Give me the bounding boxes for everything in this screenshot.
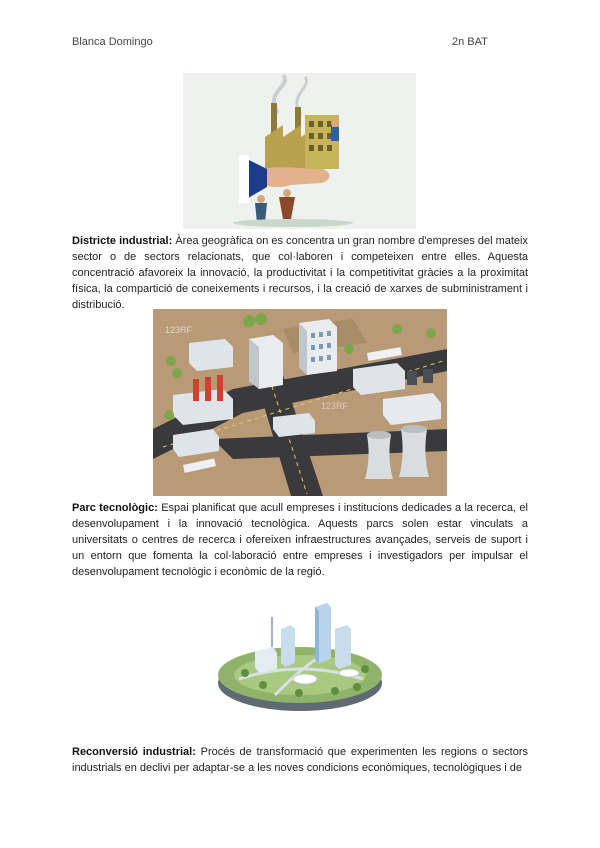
watermark-text: 123RF <box>165 325 193 335</box>
section-districte-industrial <box>72 233 528 313</box>
definition-parc-tecnologic: Espai planificat que acull empreses i institucions dedicades a la recerca, el desenvolupament i la innovació tecnològica. Aquests parcs solen estar vinculats a universitats o centres de recerca i ofereixen infraestructures avançades, serveis de suport i un entorn que fomenta la col·laboració entre empreses i investigadors per impulsar el desenvolupament tecnològic i econòmic de la regió. <box>72 502 528 578</box>
factory-hand-illustration <box>183 73 416 229</box>
definition-reconversio-industrial: Procés de transformació que experimenten les regions o sectors industrials en declivi per adaptar-se a les noves condicions econòmiques, tecnològiques i de <box>72 746 528 774</box>
header-author: Blanca Domingo <box>72 36 153 48</box>
definition-districte-industrial: Àrea geogràfica on es concentra un gran nombre d'empreses del mateix sector o de sectors relacionats, que col·laboren i competeixen entre elles. Aquesta concentració afavoreix la innovació, la productivitat i la competitivitat gràcies a la proximitat física, la compartició de coneixements i recursos, i la creació de xarxes de subministrament i distribució. <box>72 235 528 311</box>
section-reconversio-industrial <box>72 744 528 776</box>
watermark-text-center: 123RF <box>321 401 349 411</box>
term-reconversio-industrial: Reconversió industrial: <box>72 746 196 758</box>
term-parc-tecnologic: Parc tecnològic: <box>72 502 158 514</box>
term-districte-industrial: Districte industrial: <box>72 235 173 247</box>
section-parc-tecnologic <box>72 500 528 580</box>
tech-park-illustration <box>215 599 385 715</box>
industrial-park-illustration <box>153 309 447 496</box>
header-course: 2n BAT <box>452 36 488 48</box>
